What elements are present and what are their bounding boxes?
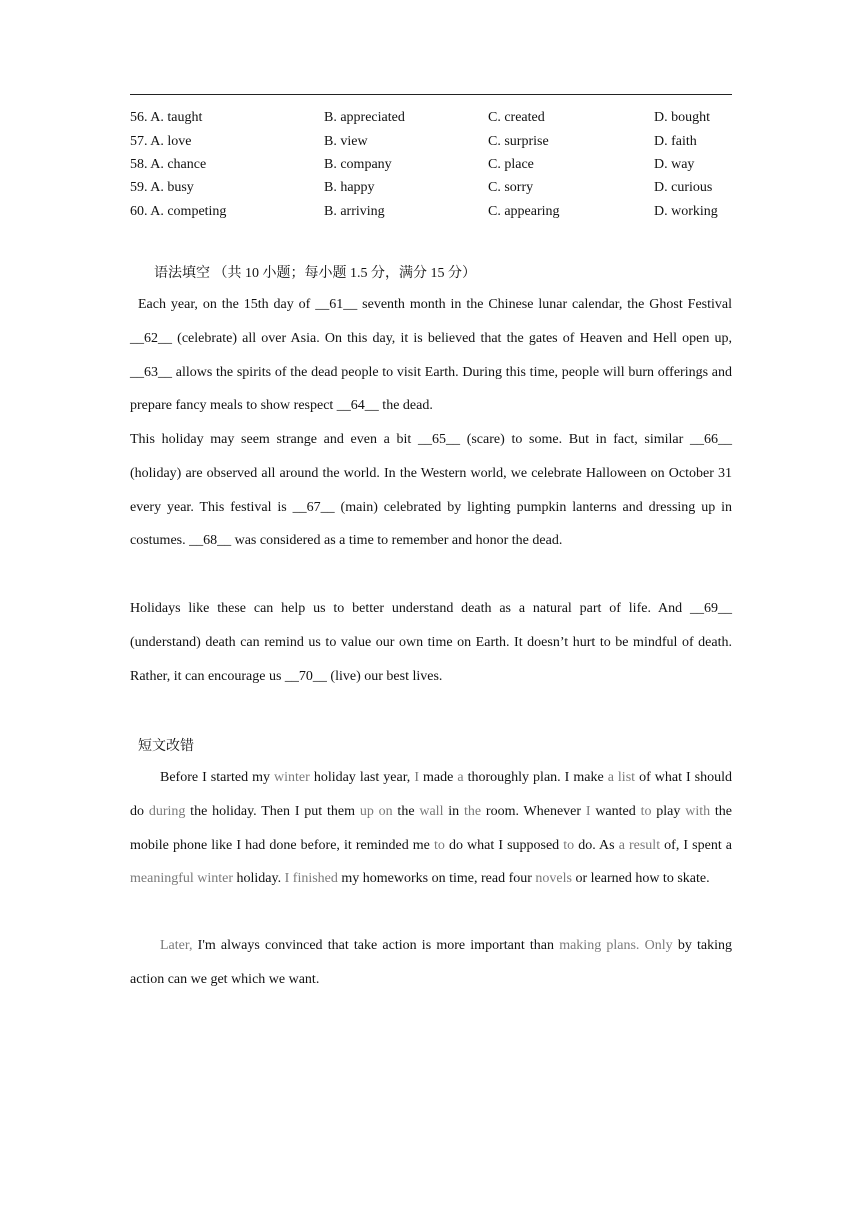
text-run: do what I supposed [444,837,564,853]
correction-paragraph-2 [130,929,732,997]
text-run: thoroughly plan. I make [463,770,608,785]
option-text: 56. A. taught [130,110,203,125]
correction-paragraph-1 [130,761,732,896]
text-run: novels [535,871,572,887]
text-run: the [463,803,482,819]
text-run: play [651,803,686,819]
option-text: D. way [654,157,695,172]
text-run: of, I spent a [660,837,732,853]
options-row-58 [0,157,860,177]
option-text: B. arriving [324,204,385,218]
text-run: my homeworks on time, read four [337,871,536,887]
option-text: D. working [654,204,718,218]
text-run: room. Whenever [481,803,586,819]
text-run: I'm always convinced that take action is more important than [192,938,560,953]
text-run: meaningful winter [130,871,234,887]
options-row-59 [0,180,860,200]
text-run: the mobile phone like I had done before, it reminded me [130,803,733,853]
text-run: during [148,803,186,819]
text-run: of what I should do [130,770,732,819]
grammar-paragraph-2: This holiday may seem strange and even a bit __65__ (scare) to some. But in fact, similar __66__ (holiday) are observed all around the world. In the Western world, we celebrate Halloween on October 31 every year. This festival is __67__ (main) celebrated by lighting pumpkin lanterns and dressing up in costumes. __68__ was considered as a time to remember and honor the dead. [130,432,732,549]
option-text: C. sorry [488,180,534,195]
text-run: the holiday. Then I put them [185,803,360,819]
text-run: wall [419,803,444,819]
text-run: making plans. [559,938,640,953]
option-text: B. view [324,134,368,149]
options-row-60 [0,204,860,218]
text-run: or learned how to skate. [571,871,710,887]
grammar-heading: 语法填空 （共 10 小题；每小题 1.5 分，满分 15 分） [154,266,476,281]
option-text: D. curious [654,180,713,195]
option-text: 59. A. busy [130,180,194,195]
option-text: B. happy [324,180,375,195]
text-run: a result [618,837,661,853]
option-text: C. created [488,110,545,125]
text-run: do. As [574,837,619,853]
option-text: B. company [324,157,392,172]
text-run: I finished [284,871,338,887]
text-run: wanted [590,803,641,819]
option-text: D. bought [654,110,710,125]
text-run: to [640,803,652,819]
option-text: C. place [488,157,534,172]
grammar-paragraph-3: Holidays like these can help us to better understand death as a natural part of life. And __69__ (understand) death can remind us to value our own time on Earth. It doesn’t hurt to be mindful of death. Rather, it can encourage us __70__ (live) our best lives. [130,601,732,684]
text-run: Before I started my [160,770,275,785]
text-run: winter [274,770,310,785]
text-run: in [443,803,464,819]
option-text: 57. A. love [130,134,192,149]
text-run: to [563,837,575,853]
text-run: I [414,770,419,785]
correction-heading: 短文改错 [138,739,194,754]
option-text: B. appreciated [324,110,405,125]
top-rule [130,94,732,95]
text-run: I [585,803,591,819]
text-run: a [457,770,464,785]
options-block [0,108,860,218]
text-run: a list [607,770,636,785]
option-text: 58. A. chance [130,157,207,172]
option-text: D. faith [654,134,697,149]
text-run: to [433,837,445,853]
text-run: Only [644,938,673,953]
options-row-57 [0,134,860,154]
grammar-paragraph-1: Each year, on the 15th day of __61__ seventh month in the Chinese lunar calendar, the Ghost Festival __62__ (celebrate) all over Asia. On this day, it is believed that the gates of Heaven and Hell open up, __63__ allows the spirits of the dead people to visit Earth. During this time, people will burn offerings and prepare fancy meals to show respect __64__ the dead. [130,297,732,414]
options-row-56 [0,110,860,130]
text-run: with [685,803,711,819]
text-run: by taking action can we get which we want. [130,938,733,987]
option-text: 60. A. competing [130,204,227,218]
text-run: made [419,770,458,785]
option-text: C. appearing [488,204,560,218]
text-run: holiday. [233,871,285,887]
option-text: C. surprise [488,134,549,149]
text-run: Later, [160,938,193,953]
text-run: holiday last year, [309,770,415,785]
text-run: up on [359,803,393,819]
text-run: the [392,803,420,819]
